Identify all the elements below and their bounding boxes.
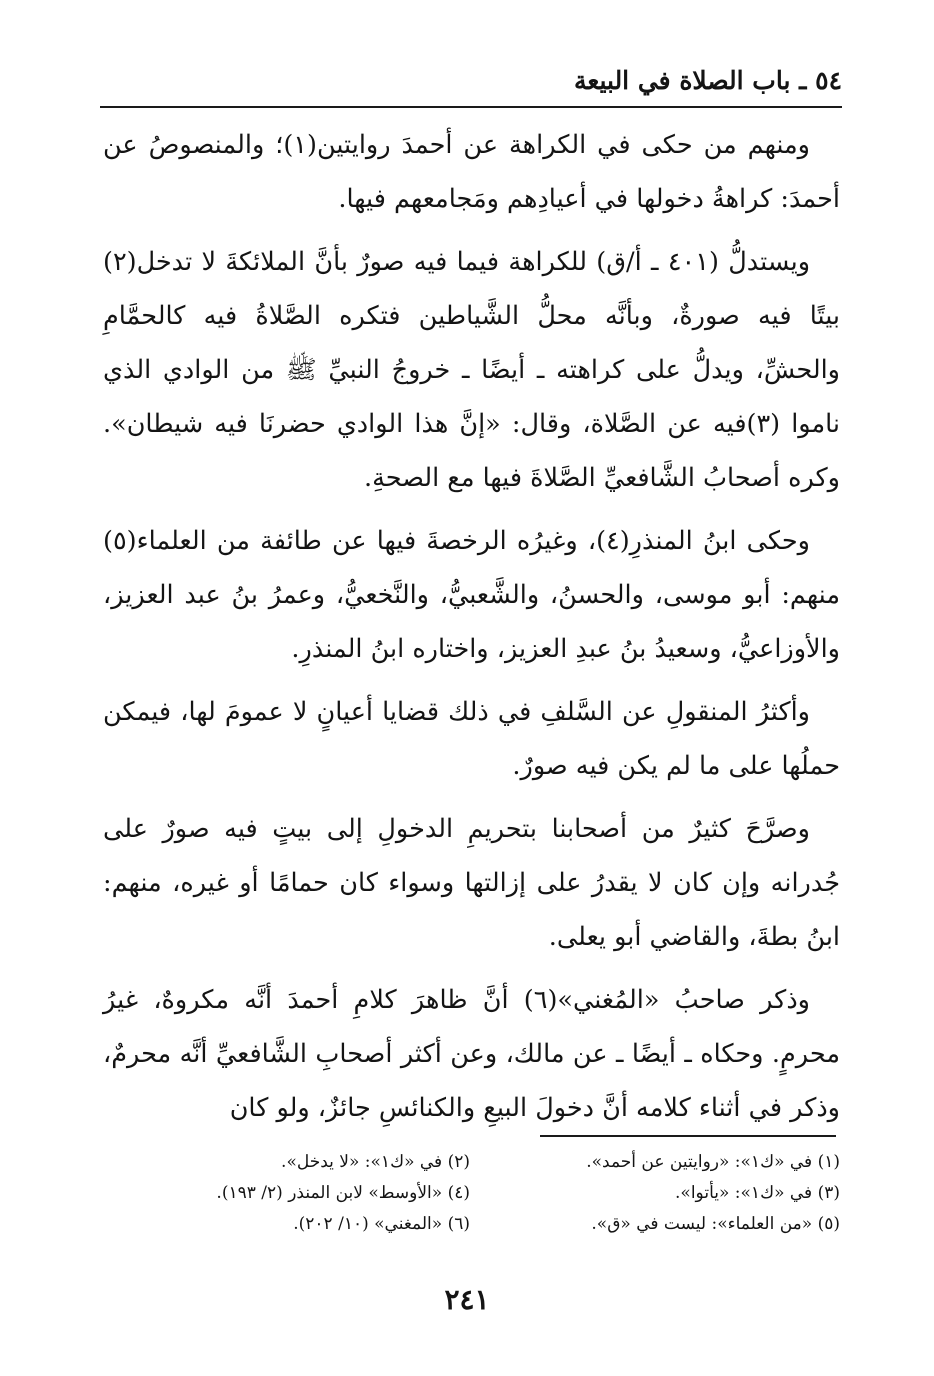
page-number: ٢٤١ bbox=[444, 1283, 490, 1316]
main-text bbox=[103, 118, 840, 1144]
header-rule bbox=[100, 106, 842, 108]
paragraph: ومنهم من حكى في الكراهة عن أحمدَ روايتين(١)؛ والمنصوصُ عن أحمدَ: كراهةُ دخولها في أعيادِهم ومَجامعهم فيها. bbox=[103, 130, 840, 214]
paragraph: وذكر صاحبُ «المُغني»(٦) أنَّ ظاهرَ كلامِ أحمدَ أنَّه مكروهٌ، غيرُ محرمٍ. وحكاه ـ أيضًا ـ عن مالك، وعن أكثر أصحابِ الشَّافعيِّ أنَّه محرمٌ، وذكر في أثناء كلامه أنَّ دخولَ البيعِ والكنائسِ جائزٌ، ولو كان bbox=[103, 985, 840, 1123]
footnote-3: (٣) في «ك١»: «يأتوا». bbox=[675, 1183, 840, 1203]
footnote-2: (٢) في «ك١»: «لا يدخل». bbox=[281, 1152, 470, 1172]
footnote-4: (٤) «الأوسط» لابن المنذر (٢/ ١٩٣). bbox=[216, 1183, 470, 1203]
paragraph: ويستدلُّ (٤٠١ ـ أ/ق) للكراهة فيما فيه صورٌ بأنَّ الملائكةَ لا تدخل(٢) بيتًا فيه صورةٌ، وبأنَّه محلُّ الشَّياطين فتكره الصَّلاةُ فيه كالحمَّامِ والحشِّ، ويدلُّ على كراهته ـ أيضًا ـ خروجُ النبيِّ ﷺ من الوادي الذي ناموا (٣)فيه عن الصَّلاة، وقال: «إنَّ هذا الوادي حضرنَا فيه شيطان». وكره أصحابُ الشَّافعيِّ الصَّلاةَ فيها مع الصحةِ. bbox=[103, 247, 840, 493]
paragraph: وصرَّحَ كثيرٌ من أصحابنا بتحريمِ الدخولِ إلى بيتٍ فيه صورٌ على جُدرانه وإن كان لا يقدرُ على إزالتها وسواء كان حمامًا أو غيره، منهم: ابنُ بطةَ، والقاضي أبو يعلى. bbox=[103, 814, 840, 952]
footnote-5: (٥) «من العلماء»: ليست في «ق». bbox=[591, 1214, 840, 1234]
footnote-rule bbox=[540, 1135, 836, 1137]
paragraph: وحكى ابنُ المنذرِ(٤)، وغيرُه الرخصةَ فيها عن طائفة من العلماء(٥) منهم: أبو موسى، والحسنُ، والشَّعبيُّ، والنَّخعيُّ، وعمرُ بنُ عبد العزيز، والأوزاعيُّ، وسعيدُ بنُ عبدِ العزيز، واختاره ابنُ المنذرِ. bbox=[103, 526, 840, 664]
footnote-1: (١) في «ك١»: «روايتين عن أحمد». bbox=[586, 1152, 840, 1172]
running-head: ٥٤ ـ باب الصلاة في البيعة bbox=[574, 66, 842, 95]
footnotes bbox=[100, 1148, 840, 1238]
footnote-6: (٦) «المغني» (١٠/ ٢٠٢). bbox=[293, 1214, 470, 1234]
paragraph: وأكثرُ المنقولِ عن السَّلفِ في ذلك قضايا أعيانٍ لا عمومَ لها، فيمكن حملُها على ما لم يكن فيه صورٌ. bbox=[103, 697, 840, 781]
